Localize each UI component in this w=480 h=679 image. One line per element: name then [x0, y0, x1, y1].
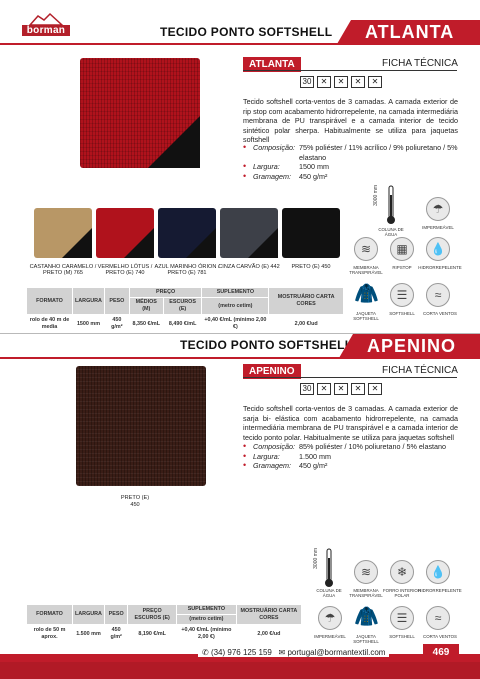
th-preco: PREÇO	[129, 288, 202, 298]
color-chip-label: VERMELHO LÓTUS / PRETO (E) 740	[97, 264, 153, 277]
icon-label: JAQUETA SOFTSHELL	[353, 311, 379, 321]
icon-label: SOFTSHELL	[389, 311, 415, 316]
softshell-icon: ☰	[390, 283, 414, 307]
icon-label: COLUNA DE ÁGUA	[316, 588, 342, 598]
th-preco: PREÇO ESCUROS (E)	[128, 605, 177, 625]
icon-label: FORRO INTERIOR POLAR	[382, 588, 422, 598]
water-column-value: 3000 mm	[373, 185, 379, 206]
th-metro: (metro cetim)	[177, 615, 237, 625]
icon-label: HIDRORREPELENTE	[418, 265, 462, 270]
jacket-icon: 🧥	[354, 283, 379, 305]
color-chip-label: AZUL MARINHO ÓRION / PRETO (E) 781	[154, 264, 220, 277]
spec-weight: • Gramagem: 450 g/m²	[243, 461, 458, 471]
water-repellent-icon: 💧	[426, 237, 450, 261]
membrane-icon: ≋	[354, 560, 378, 584]
table-row: rolo de 50 m aprox. 1.500 mm 450 g/m² 8,190 €/mL +0,40 €/mL (mínimo 2,00 €) 2,00 €/ud	[33, 627, 281, 640]
water-repellent-icon: 💧	[426, 560, 450, 584]
footer-bottom-bar	[0, 662, 480, 679]
no-dry-clean-icon: ✕	[368, 76, 382, 88]
spec-composition: • Composição: 75% poliéster / 11% acrílico / 9% poliuretano / 5% elastano	[243, 143, 458, 162]
softshell-icon: ☰	[390, 606, 414, 630]
color-chip[interactable]	[282, 208, 340, 258]
wash-30-icon: 30	[300, 76, 314, 88]
care-icons	[300, 383, 382, 395]
membrane-icon: ≋	[354, 237, 378, 261]
no-bleach-icon: ✕	[317, 76, 331, 88]
th-escuros: ESCUROS (E)	[163, 298, 202, 315]
th-peso: PESO	[104, 288, 129, 315]
spec-list	[243, 442, 458, 471]
th-formato: FORMATO	[27, 288, 73, 315]
name-underline	[243, 377, 457, 378]
product-banner: ATLANTA	[351, 20, 480, 44]
icon-label: MEMBRANA TRANSPIRÁVEL	[349, 265, 383, 275]
phone-icon: ✆	[202, 648, 209, 657]
th-mostruario: MOSTRUÁRIO CARTA CORES	[236, 605, 301, 625]
spec-composition: • Composição: 85% poliéster / 10% poliuretano / 5% elastano	[243, 442, 458, 452]
product-banner: APENINO	[353, 334, 480, 358]
icon-label: HIDRORREPELENTE	[418, 588, 462, 593]
price-table	[26, 604, 302, 643]
th-medios: MÉDIOS (M)	[129, 298, 163, 315]
ripstop-icon: ▦	[390, 237, 414, 261]
table-row: rolo de 40 m de media 1500 mm 450 g/m² 8,350 €/mL 8,490 €/mL +0,40 €/mL (mínimo 2,00 €) 2,00 €/ud	[29, 317, 318, 330]
th-largura: LARGURA	[73, 288, 105, 315]
footer	[0, 644, 480, 679]
product-name-label: ATLANTA	[243, 57, 301, 72]
jacket-icon: 🧥	[354, 606, 379, 628]
spec-width: • Largura: 1500 mm	[243, 162, 458, 172]
ficha-tecnica: FICHA TÉCNICA	[382, 58, 458, 69]
product-description: Tecido softshell corta-ventos de 3 camadas. A camada exterior de rip stop com acabamento hidrorrepelente, na camada intermediária membrana de PU transpirável e a camada interior de tecido sintético polar sherpa. Habitualmente se utiliza para jaquetas softshell	[243, 97, 458, 145]
th-peso: PESO	[104, 605, 127, 625]
wash-30-icon: 30	[300, 383, 314, 395]
spec-width: • Largura: 1.500 mm	[243, 452, 458, 462]
price-table	[26, 287, 344, 333]
divider	[0, 357, 480, 359]
umbrella-icon: ☂	[318, 606, 342, 630]
th-mostruario: MOSTRUÁRIO CARTA CORES	[269, 288, 344, 315]
color-chip[interactable]	[158, 208, 216, 258]
color-chip-label: PRETO (E) 450	[291, 264, 331, 270]
divider	[0, 43, 480, 45]
color-chip[interactable]	[96, 208, 154, 258]
fabric-swatch-atlanta	[80, 58, 200, 168]
th-suplemento: SUPLEMENTO	[177, 605, 237, 615]
icon-label: CORTA VENTOS	[423, 311, 457, 316]
name-underline	[243, 70, 457, 71]
email-link[interactable]: portugal@bormantextil.com	[287, 648, 386, 657]
th-suplemento: SUPLEMENTO	[202, 288, 269, 298]
phone-number[interactable]: (34) 976 125 159	[210, 648, 272, 657]
feature-icons-apenino	[312, 548, 462, 644]
feature-icons-atlanta	[350, 185, 468, 330]
th-largura: LARGURA	[73, 605, 105, 625]
brand-logo	[22, 12, 70, 40]
windproof-icon: ≈	[426, 283, 450, 307]
color-chip[interactable]	[34, 208, 92, 258]
icon-label: COLUNA DE ÁGUA	[378, 227, 404, 237]
page-number: 469	[423, 644, 459, 662]
spec-weight: • Gramagem: 450 g/m²	[243, 172, 458, 182]
care-icons	[300, 76, 382, 88]
color-chip-label: CASTANHO CARAMELO / PRETO (M) 765	[29, 264, 97, 277]
fabric-swatch-apenino	[76, 366, 206, 486]
no-tumble-dry-icon: ✕	[334, 76, 348, 88]
windproof-icon: ≈	[426, 606, 450, 630]
no-tumble-dry-icon: ✕	[334, 383, 348, 395]
icon-label: MEMBRANA TRANSPIRÁVEL	[349, 588, 383, 598]
icon-label: IMPERMEÁVEL	[314, 634, 346, 639]
contact-info	[198, 648, 389, 657]
swatch-label: PRETO (E) 450	[120, 495, 150, 508]
mail-icon: ✉	[278, 648, 286, 657]
no-dry-clean-icon: ✕	[368, 383, 382, 395]
icon-label: CORTA VENTOS	[423, 634, 457, 639]
icon-label: RIPSTOP	[392, 265, 412, 270]
polar-lining-icon: ❄	[390, 560, 414, 584]
logo-mark-icon	[28, 12, 64, 26]
section-title: TECIDO PONTO SOFTSHELL	[160, 25, 333, 39]
th-metro: (metro cetim)	[202, 298, 269, 315]
product-name-label: APENINO	[243, 364, 301, 379]
th-formato: FORMATO	[27, 605, 73, 625]
color-chip-label: CINZA CARVÃO (E) 442	[218, 264, 280, 270]
umbrella-icon: ☂	[426, 197, 450, 221]
no-iron-icon: ✕	[351, 383, 365, 395]
no-bleach-icon: ✕	[317, 383, 331, 395]
product-description: Tecido softshell corta-ventos de 3 camadas. A camada exterior de sarja bi- elástica com acabamento hidrorrepelente, na camada intermediária membrana de PU transpirável e a camada interior de tecido ponto polar. Habitualmente se utiliza para jaquetas softshell	[243, 404, 458, 442]
spec-list	[243, 143, 458, 181]
thermometer-icon	[324, 548, 334, 588]
ficha-tecnica: FICHA TÉCNICA	[382, 365, 458, 376]
logo-text: borman	[22, 25, 70, 36]
icon-label: IMPERMEÁVEL	[422, 225, 454, 230]
color-chip-row	[26, 208, 336, 288]
thermometer-icon	[386, 185, 396, 225]
color-chip[interactable]	[220, 208, 278, 258]
icon-label: JAQUETA SOFTSHELL	[353, 634, 379, 644]
section-title: TECIDO PONTO SOFTSHELL	[180, 338, 353, 352]
icon-label: SOFTSHELL	[389, 634, 415, 639]
no-iron-icon: ✕	[351, 76, 365, 88]
water-column-value: 3000 mm	[313, 548, 319, 569]
